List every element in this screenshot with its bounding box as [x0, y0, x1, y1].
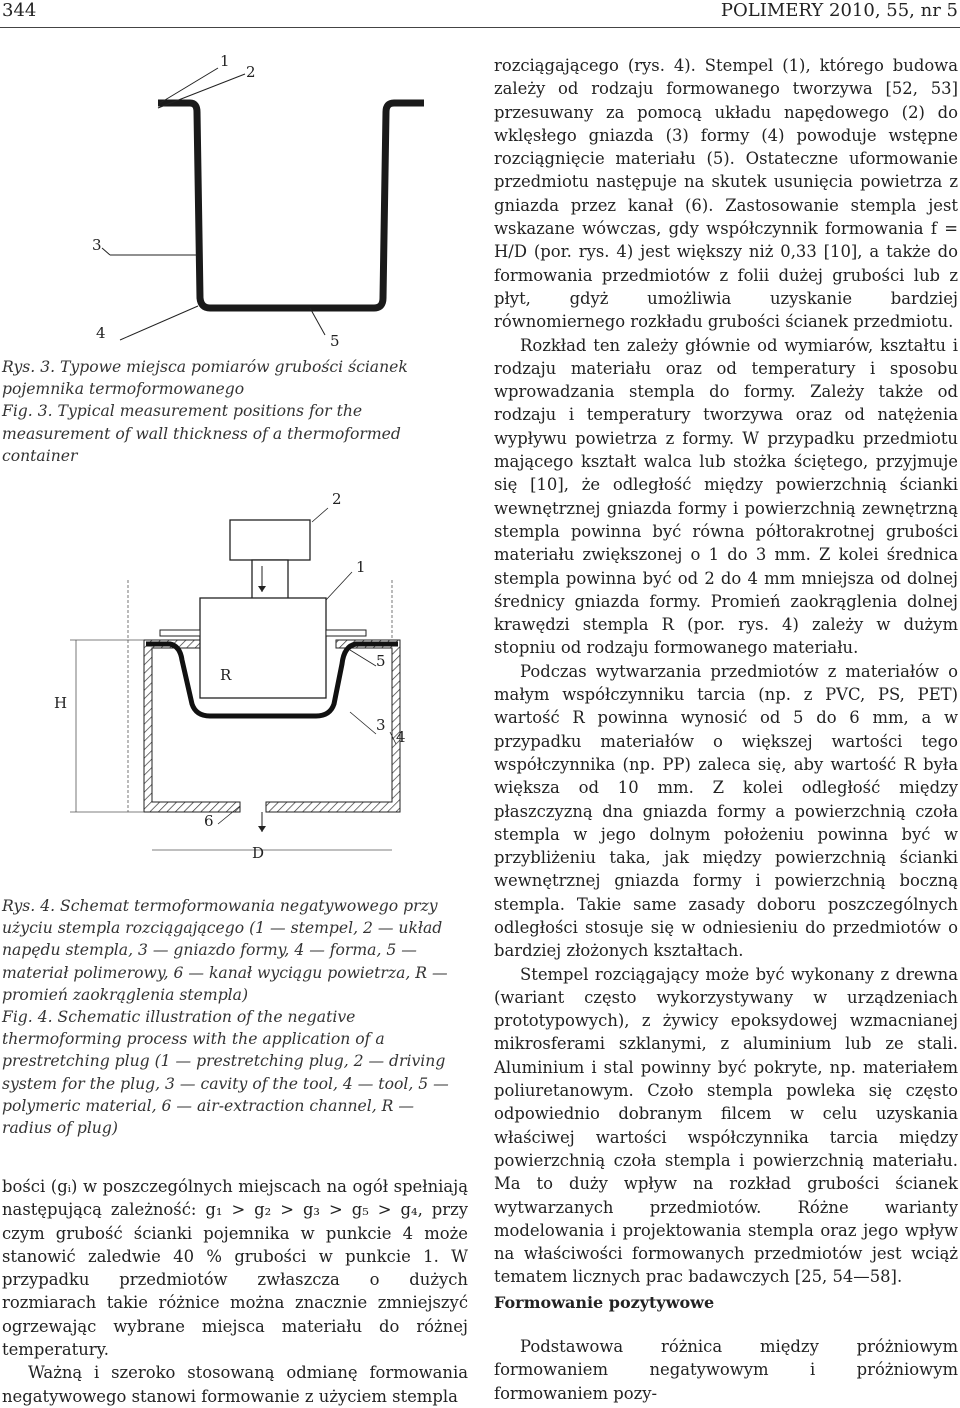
container-wall	[158, 103, 424, 308]
section-title: Formowanie pozytywowe	[494, 1293, 715, 1312]
header-rule	[0, 27, 960, 28]
figure-3-caption-pl: Rys. 3. Typowe miejsca pomiarów grubości ścianek pojemnika termoformowanego	[2, 358, 408, 399]
fig4-label-R: R	[220, 666, 232, 684]
fig4-label-5: 5	[376, 652, 386, 670]
figure-4-caption	[2, 895, 468, 1139]
fig4-label-6: 6	[204, 812, 214, 830]
fig4-label-1: 1	[356, 558, 366, 576]
right-paragraph-4: Stempel rozciągający może być wykonany z drewna (wariant często wykorzystywany w urządzeniach prototypowych), z żywicy epoksydowej wzmacnianej mikrosferami szklanymi, z aluminium lub ze stali. Aluminium i stal powinny być pokryte, np. materiałem poliuretanowym. Czoło stempla powleka się często odpowiednio dobranym filcem w celu uzyskania właściwej wartości współczynnika tarcia między powierzchnią czoła stempla i powierzchnią materiału. Ma to duży wpływ na rozkład grubości ścianek wytwarzanych przedmiotów. Różne warianty modelowania i projektowania stempla oraz jego wpływ na właściwości formowanych przedmiotów jest wciąż tematem licznych prac badawczych [25, 54—58].	[494, 964, 958, 1287]
page-header	[0, 0, 960, 22]
page-number: 344	[2, 0, 37, 21]
figure-4-thermoforming-diagram	[40, 480, 460, 870]
right-paragraph-5: Podstawowa różnica między próżniowym formowaniem negatywowym i próżniowym formowaniem pozy-	[494, 1337, 958, 1403]
figure-3-caption-en: Fig. 3. Typical measurement positions for the measurement of wall thickness of a thermoformed container	[2, 402, 401, 465]
fig3-label-2: 2	[246, 63, 256, 81]
fig3-label-1: 1	[220, 52, 230, 70]
fig4-label-4: 4	[396, 728, 406, 746]
figure-4-caption-pl: Rys. 4. Schemat termoformowania negatywowego przy użyciu stempla rozciągającego (1 — stempel, 2 — układ napędu stempla, 3 — gniazdo formy, 4 — forma, 5 — materiał polimerowy, 6 — kanał wyciągu powietrza, R — promień zaokrąglenia stempla)	[2, 897, 448, 1004]
fig4-label-3: 3	[376, 716, 386, 734]
plug	[200, 598, 326, 698]
right-paragraph-3: Podczas wytwarzania przedmiotów z materiałów o małym współczynniku tarcia (np. z PVC, PS, PET) wartość R powinna wynosić od 5 do 6 mm, a w przypadku materiałów o większej wartości tego współczynnika (np. PP) zaleca się, aby wartość R była większa od 10 mm. Z kolei odległość między płaszczyzną dna gniazda formy a powierzchnią czoła stempla w jego dolnym położeniu powinna być w przybliżeniu taka, jak między powierzchnią ścianki wewnętrznej gniazda formy i powierzchnią boczną stempla. Takie same zasady doboru poszczególnych odległości stosuje się w odniesieniu do przedmiotów o bardziej złożonych kształtach.	[494, 661, 958, 961]
right-paragraph-2: Rozkład ten zależy głównie od wymiarów, kształtu i rodzaju materiału oraz od temperatury i sposobu wprowadzania stempla do formy. Zależy także od rodzaju i temperatury tworzywa oraz od natężenia wypływu powietrza z formy. W przypadku przedmiotu mającego kształt walca lub stożka ściętego, przyjmuje się [10], że odległość między powierzchnią ścianki wewnętrznej gniazda formy i powierzchnią zewnętrzną stempla powinna być równa półtorakrotnej grubości materiału zwiększonej o 1 do 3 mm. Z kolei średnica stempla powinna być od 2 do 4 mm mniejsza od dolnej średnicy gniazda formy. Promień zaokrąglenia dolnej krawędzi stempla R (por. rys. 4) zależy w dużym stopniu od rodzaju formowanego materiału.	[494, 335, 958, 658]
plug-drive-block	[230, 520, 310, 560]
left-paragraph-2: Ważną i szeroko stosowaną odmianę formowania negatywowego stanowi formowanie z użyciem stempla	[2, 1363, 468, 1406]
fig4-label-2: 2	[332, 490, 342, 508]
fig3-label-5: 5	[330, 332, 340, 350]
right-column-text	[494, 54, 958, 1289]
figure-4-caption-en: Fig. 4. Schematic illustration of the negative thermoforming process with the application of a prestretching plug (1 — prestretching plug, 2 — driving system for the plug, 3 — cavity of the tool, 4 — tool, 5 — polymeric material, 6 — air-extraction channel, R — radius of plug)	[2, 1008, 449, 1138]
figure-3-caption	[2, 356, 468, 467]
right-paragraph-1: rozciągającego (rys. 4). Stempel (1), którego budowa zależy od rodzaju formowanego tworzywa [52, 53] przesuwany za pomocą układu napędowego (2) do wklęsłego gniazda (3) formy (4) powoduje wstępne rozciągnięcie materiału (5). Ostateczne uformowanie przedmiotu następuje na skutek usunięcia powietrza z gniazda przez kanał (6). Zastosowanie stempla jest wskazane wówczas, gdy współczynnik formowania f = H/D (por. rys. 4) jest większy niż 0,33 [10], a także do formowania przedmiotów z folii dużej grubości lub z płyt, gdyż umożliwia uzyskanie bardziej równomiernego rozkładu grubości ścianek przedmiotu.	[494, 56, 958, 332]
left-paragraph-1: bości (gᵢ) w poszczególnych miejscach na ogół spełniają następującą zależność: g₁ > g₂ > g₃ > g₅ > g₄, przy czym grubość ścianki pojemnika w punkcie 4 może stanowić zaledwie 40 % grubości w punkcie 1. W przypadku przedmiotów zwłaszcza o dużych rozmiarach takie różnice można znacznie zmniejszyć ogrzewając wybrane miejsca materiału do różnej temperatury.	[2, 1177, 468, 1360]
figure-3-container-drawing	[40, 50, 460, 350]
left-column-text	[2, 1175, 468, 1408]
fig4-label-H: H	[54, 694, 68, 712]
fig3-label-3: 3	[92, 236, 102, 254]
right-column-text-tail	[494, 1335, 958, 1405]
fig4-label-D: D	[252, 844, 265, 862]
journal-title: POLIMERY 2010, 55, nr 5	[720, 0, 958, 21]
fig3-label-4: 4	[96, 324, 106, 342]
